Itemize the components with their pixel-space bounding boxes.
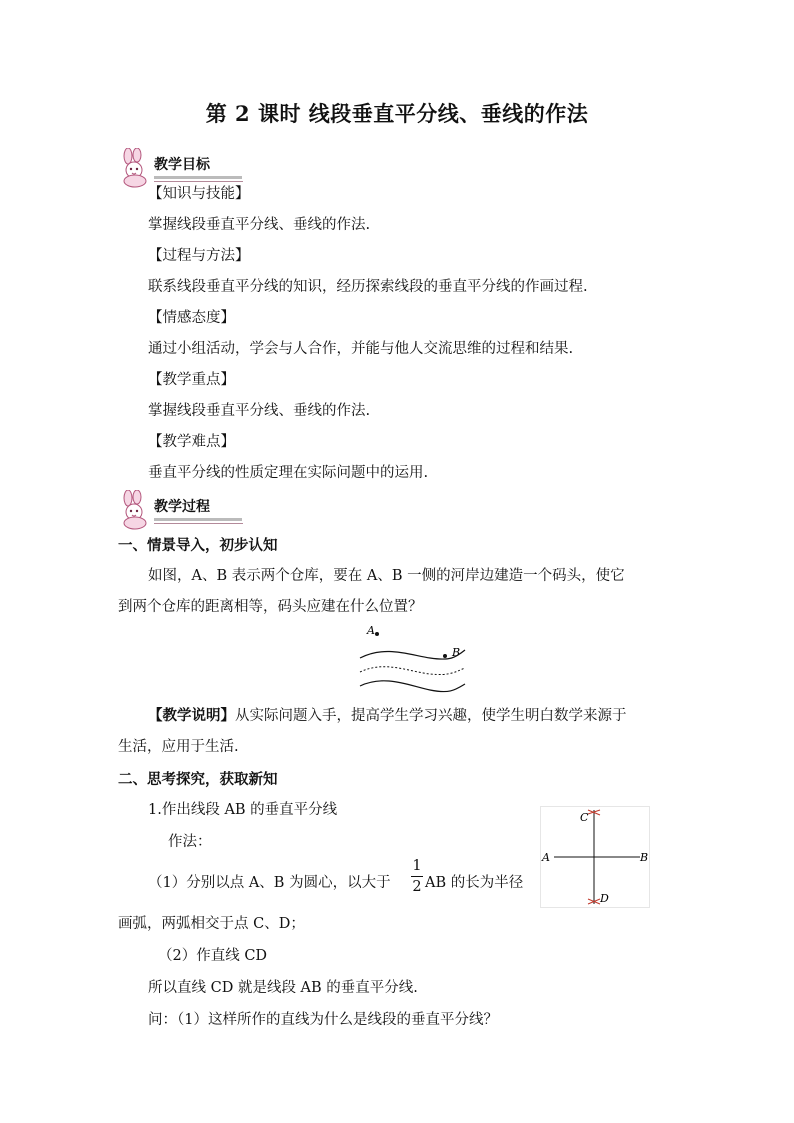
fraction-one-half (411, 858, 423, 895)
goal-text-process: 联系线段垂直平分线的知识，经历探索线段的垂直平分线的作画过程. (148, 279, 588, 295)
fig-label-a2: A (542, 851, 550, 864)
goal-heading-knowledge: 【知识与技能】 (148, 186, 250, 202)
point-a (375, 632, 379, 636)
section2-step2: （2）作直线 CD (158, 948, 268, 964)
section1-para-line2: 到两个仓库的距离相等，码头应建在什么位置？ (118, 599, 423, 615)
fig-label-b: B (452, 646, 461, 659)
fig-label-d: D (600, 892, 609, 905)
goal-heading-attitude: 【情感态度】 (148, 310, 235, 326)
goal-heading-key: 【教学重点】 (148, 372, 235, 388)
section2-method: 作法： (168, 834, 212, 850)
section2-item1: 1.作出线段 AB 的垂直平分线 (148, 802, 338, 818)
river-bank-top (360, 650, 465, 659)
section2-step1-suffix: AB 的长为半径 (425, 875, 524, 891)
bunny-mascot-icon (118, 148, 154, 188)
section2-heading: 二、思考探究，获取新知 (118, 771, 278, 788)
goal-text-attitude: 通过小组活动，学会与人合作，并能与他人交流思维的过程和结果. (148, 341, 574, 357)
bunny-mascot-icon (118, 490, 154, 530)
page-title: 第 2 课时 线段垂直平分线、垂线的作法 (205, 101, 589, 126)
section2-conclusion: 所以直线 CD 就是线段 AB 的垂直平分线. (148, 980, 418, 996)
goal-text-difficult: 垂直平分线的性质定理在实际问题中的运用. (148, 465, 429, 481)
perpendicular-bisector-figure (540, 806, 650, 908)
fig-label-c: C (580, 811, 589, 824)
goal-text-key: 掌握线段垂直平分线、垂线的作法. (148, 403, 371, 419)
section2-step1-prefix: （1）分别以点 A、B 为圆心，以大于 (148, 875, 391, 891)
section2-question (148, 1010, 498, 1030)
section2-step1-cont: 画弧，两弧相交于点 C、D； (118, 916, 305, 932)
fraction-denominator: 2 (412, 879, 422, 895)
fig-label-a: A (367, 624, 375, 637)
point-b (443, 654, 447, 658)
banner-goals-label: 教学目标 (154, 157, 210, 173)
fig-label-b2: B (640, 851, 649, 864)
section-banner-process (118, 490, 243, 530)
banner-process-label: 教学过程 (154, 499, 210, 515)
goal-heading-process: 【过程与方法】 (148, 248, 250, 264)
river-warehouse-figure (355, 620, 470, 700)
section1-note-line1 (148, 706, 627, 726)
question-text: 问：（1）这样所作的直线为什么是线段的垂直平分线？ (148, 1012, 498, 1028)
section1-para-line1: 如图，A、B 表示两个仓库，要在 A、B 一侧的河岸边建造一个码头，使它 (148, 568, 625, 584)
note-label: 【教学说明】 (148, 707, 235, 724)
fraction-numerator: 1 (412, 858, 422, 874)
section1-heading: 一、情景导入，初步认知 (118, 537, 278, 554)
goal-text-knowledge: 掌握线段垂直平分线、垂线的作法. (148, 217, 371, 233)
note-text: 从实际问题入手，提高学生学习兴趣，使学生明白数学来源于 (235, 708, 627, 724)
section1-note-line2: 生活，应用于生活. (118, 739, 239, 755)
section-banner-goals (118, 148, 243, 188)
goal-heading-difficult: 【教学难点】 (148, 434, 235, 450)
river-bank-bottom (360, 681, 465, 692)
river-middle-line (360, 667, 465, 675)
